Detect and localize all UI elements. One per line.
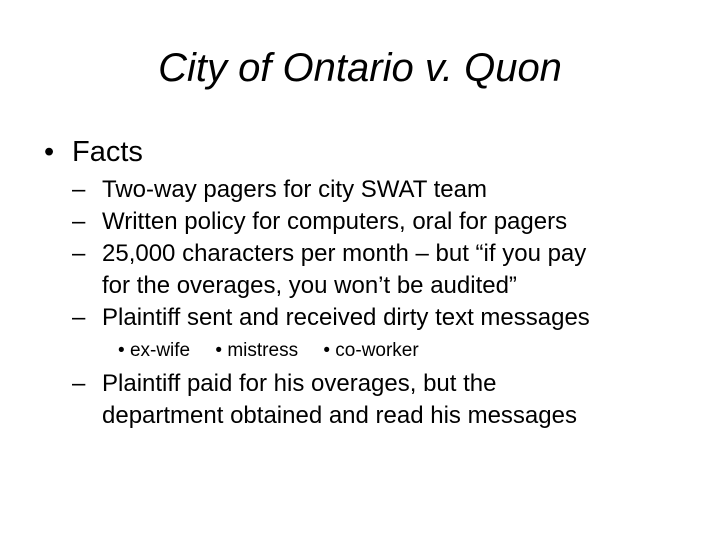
slide-title: City of Ontario v. Quon [158, 46, 562, 90]
sub-item-line: Two-way pagers for city SWAT team [102, 176, 487, 203]
recipient-mistress [215, 340, 298, 361]
sub-item-characters [72, 238, 692, 302]
recipient-ex-wife [118, 340, 190, 361]
bullet-label: Facts [72, 136, 143, 168]
sub-item-line: Written policy for computers, oral for pagers [102, 208, 568, 235]
sub-item-overages [72, 368, 692, 432]
recipients-list [72, 334, 692, 368]
dash-marker: – [72, 240, 86, 267]
sub-item-line: 25,000 characters per month – but “if you pay [102, 240, 587, 267]
dash-marker: – [72, 176, 86, 203]
dash-marker: – [72, 208, 86, 235]
sub-item-line: for the overages, you won’t be audited” [102, 272, 517, 299]
recipient-marker: • [215, 340, 223, 361]
dash-marker: – [72, 304, 86, 331]
sub-item-line: Plaintiff sent and received dirty text messages [102, 304, 590, 331]
sub-item-pagers [72, 174, 692, 206]
recipient-label: co-worker [335, 340, 419, 361]
recipient-co-worker [323, 340, 418, 361]
facts-sub-list [72, 174, 692, 432]
sub-item-line: department obtained and read his messages [102, 402, 577, 429]
sub-item-messages [72, 302, 692, 334]
recipient-marker: • [118, 340, 125, 361]
sub-item-policy [72, 206, 692, 238]
sub-item-line: Plaintiff paid for his overages, but the [102, 370, 497, 397]
bullet-marker: • [44, 136, 55, 168]
recipient-label: ex-wife [129, 340, 191, 361]
bullet-facts [44, 134, 143, 170]
dash-marker: – [72, 370, 86, 397]
recipient-label: mistress [227, 340, 299, 361]
recipient-marker: • [323, 340, 331, 361]
